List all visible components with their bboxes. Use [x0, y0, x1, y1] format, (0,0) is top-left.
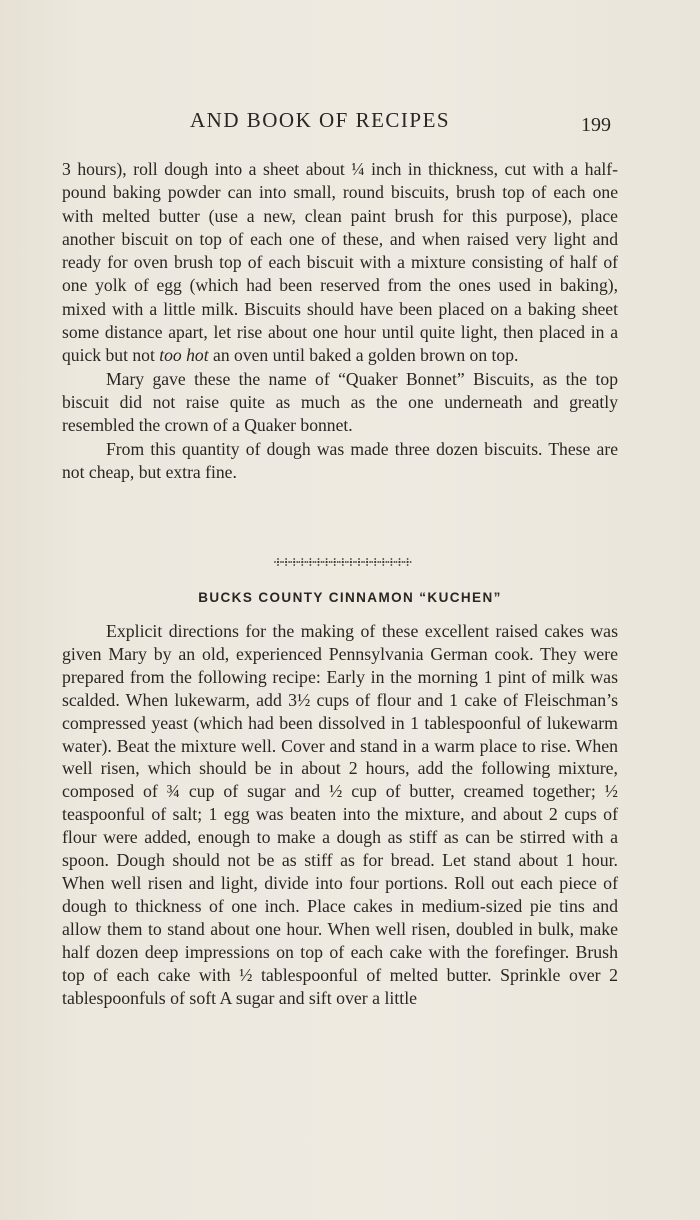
emphasis-text: too hot — [159, 345, 209, 366]
paragraph — [62, 158, 618, 368]
ornamental-divider-icon — [274, 556, 416, 568]
running-head: AND BOOK OF RECIPES — [190, 108, 451, 132]
page-number: 199 — [581, 114, 611, 136]
paragraph-text: an oven until baked a golden brown on top. — [208, 345, 519, 366]
section-title: BUCKS COUNTY CINNAMON “KUCHEN” — [198, 590, 502, 605]
biscuit-recipe-text — [62, 158, 618, 484]
paragraph: From this quantity of dough was made three dozen biscuits. These are not cheap, but extra fine. — [62, 438, 618, 482]
paragraph: Explicit directions for the making of these excellent raised cakes was given Mary by an old, experienced Pennsylvania German cook. They were prepared from the following recipe: Early in the morning 1 pint of milk was scalded. When lukewarm, add 3½ cups of flour and 1 cake of Fleischman’s compressed yeast (which had been dissolved in 1 tablespoonful of lukewarm water). Beat the mixture well. Cover and stand in a warm place to rise. When well risen, which should be in about 2 hours, add the following mixture, composed of ¾ cup of sugar and ½ cup of butter, creamed together; ½ teaspoonful of salt; 1 egg was beaten into the mixture, and about 2 cups of flour were added, enough to make a dough as stiff as can be stirred with a spoon. Dough should not be as stiff as for bread. Let stand about 1 hour. When well risen and light, divide into four portions. Roll out each piece of dough to thickness of one inch. Place cakes in medium-sized pie tins and allow them to stand about one hour. When well risen, doubled in bulk, make half dozen deep impressions on top of each cake with the forefinger. Brush top of each cake with ½ tablespoonful of melted butter. Sprinkle over 2 tablespoonfuls of soft A sugar and sift over a little — [62, 621, 618, 1008]
paragraph: Mary gave these the name of “Quaker Bonnet” Biscuits, as the top biscuit did not raise quite as much as the one underneath and greatly resembled the crown of a Quaker bonnet. — [62, 368, 618, 436]
kuchen-recipe-text — [62, 620, 618, 1009]
paragraph-text: 3 hours), roll dough into a sheet about ¼ inch in thickness, cut with a half-pound baking powder can into small, round biscuits, brush top of each one with melted butter (use a new, clean paint brush for this purpose), place another biscuit on top of each one of these, and when raised very light and ready for oven brush top of each biscuit with a mixture consisting of half of one yolk of egg (which had been reserved from the ones used in baking), mixed with a little milk. Biscuits should have been placed on a baking sheet some distance apart, let rise about one hour until quite light, then placed in a quick but not — [62, 159, 618, 366]
